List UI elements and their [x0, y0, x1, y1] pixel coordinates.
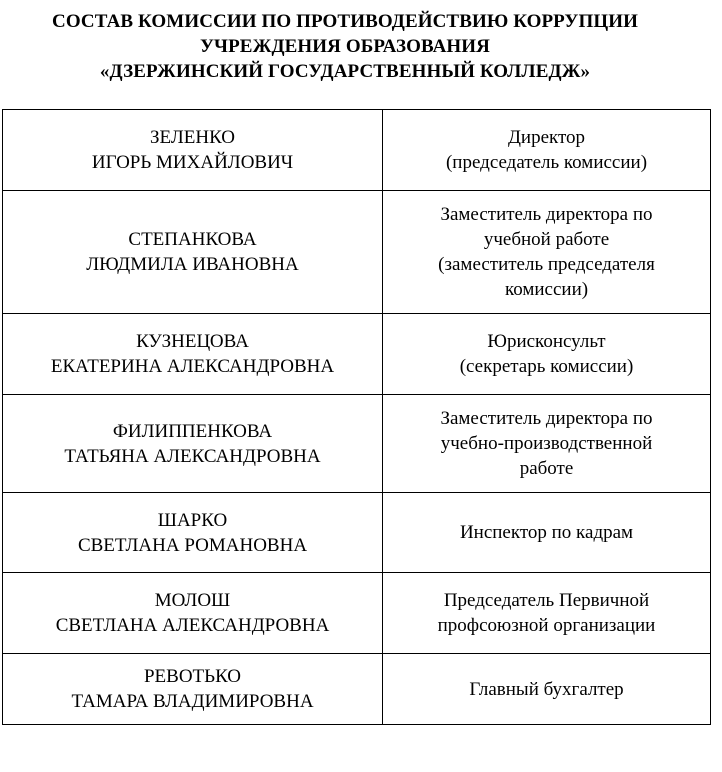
position-line: профсоюзной организации	[437, 615, 656, 636]
member-position-cell	[383, 110, 711, 191]
position-line: учебной работе	[483, 229, 610, 250]
table-row	[3, 654, 711, 725]
member-surname: КУЗНЕЦОВА	[136, 331, 249, 352]
member-given-names: ТАМАРА ВЛАДИМИРОВНА	[71, 691, 314, 712]
position-line: Главный бухгалтер	[469, 678, 624, 700]
member-surname: ЗЕЛЕНКО	[149, 127, 235, 148]
table-row	[3, 493, 711, 573]
member-surname: ШАРКО	[157, 509, 228, 531]
member-surname: МОЛОШ	[154, 590, 231, 611]
member-surname: РЕВОТЬКО	[143, 666, 241, 687]
member-name-cell	[3, 493, 383, 573]
document-title	[0, 9, 690, 84]
member-surname: ФИЛИППЕНКОВА	[112, 420, 273, 442]
member-name-cell	[3, 573, 383, 654]
position-line: Заместитель директора по	[440, 408, 653, 429]
member-name-cell	[3, 191, 383, 314]
title-line: УЧРЕЖДЕНИЯ ОБРАЗОВАНИЯ	[200, 36, 490, 57]
title-line: «ДЗЕРЖИНСКИЙ ГОСУДАРСТВЕННЫЙ КОЛЛЕДЖ»	[99, 61, 591, 82]
member-given-names: ТАТЬЯНА АЛЕКСАНДРОВНА	[64, 445, 321, 467]
position-line: Инспектор по кадрам	[459, 522, 634, 543]
member-given-names: ЛЮДМИЛА ИВАНОВНА	[86, 254, 299, 275]
position-line: (секретарь комиссии)	[459, 356, 634, 377]
table-row	[3, 395, 711, 493]
member-name-cell	[3, 654, 383, 725]
table-row	[3, 314, 711, 395]
member-name-cell	[3, 110, 383, 191]
member-position-cell	[383, 314, 711, 395]
member-given-names: ИГОРЬ МИХАЙЛОВИЧ	[91, 152, 294, 173]
member-position-cell	[383, 493, 711, 573]
position-line: работе	[519, 458, 574, 479]
member-position-cell	[383, 573, 711, 654]
member-surname: СТЕПАНКОВА	[128, 229, 257, 250]
position-line: Заместитель директора по	[440, 204, 653, 225]
title-line: СОСТАВ КОМИССИИ ПО ПРОТИВОДЕЙСТВИЮ КОРРУПЦИИ	[52, 11, 638, 32]
position-line: учебно-производственной	[440, 433, 653, 454]
member-given-names: СВЕТЛАНА РОМАНОВНА	[77, 534, 308, 556]
member-given-names: ЕКАТЕРИНА АЛЕКСАНДРОВНА	[50, 356, 335, 377]
position-line: Юрисконсульт	[487, 331, 606, 352]
position-line: (председатель комиссии)	[445, 152, 648, 173]
position-line: (заместитель председателя	[438, 254, 655, 275]
table-row	[3, 573, 711, 654]
member-position-cell	[383, 395, 711, 493]
member-name-cell	[3, 314, 383, 395]
table-row	[3, 191, 711, 314]
position-line: Председатель Первичной	[443, 590, 650, 611]
position-line: Директор	[507, 127, 586, 148]
member-position-cell	[383, 654, 711, 725]
commission-table	[2, 109, 711, 725]
member-name-cell	[3, 395, 383, 493]
position-line: комиссии)	[504, 279, 589, 300]
member-given-names: СВЕТЛАНА АЛЕКСАНДРОВНА	[55, 615, 330, 636]
table-row	[3, 110, 711, 191]
member-position-cell	[383, 191, 711, 314]
